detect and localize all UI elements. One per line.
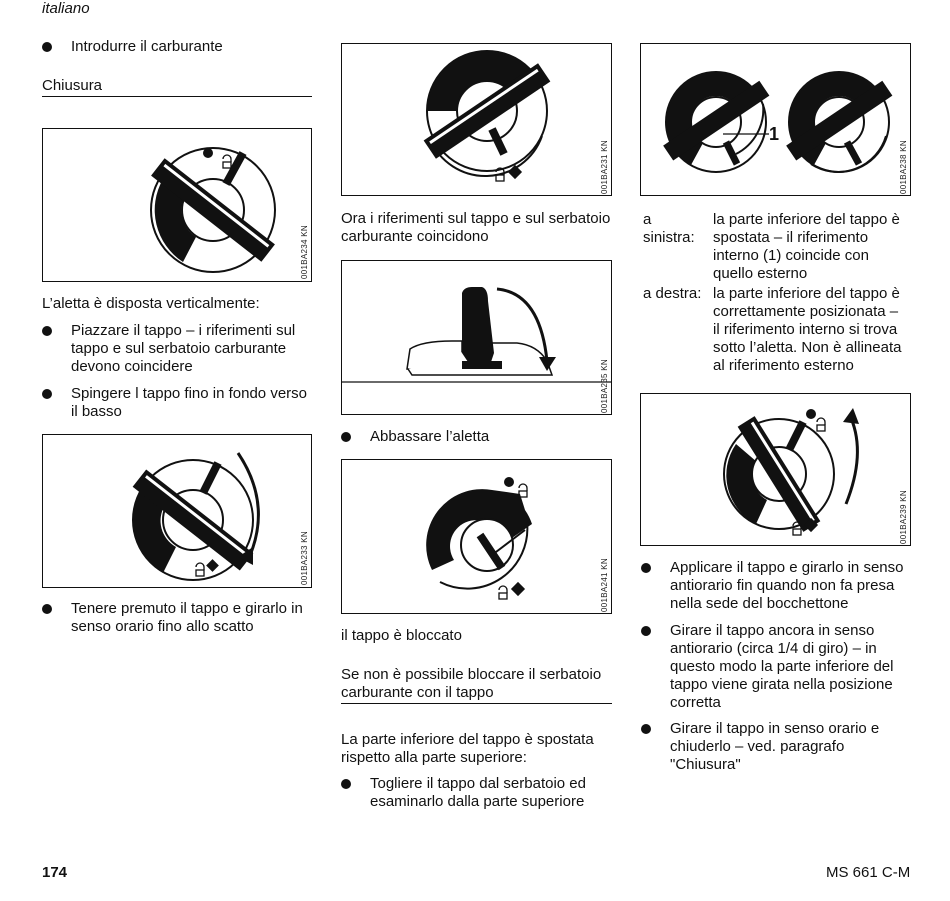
def-desc — [713, 285, 913, 375]
bullet-line: il basso — [71, 403, 122, 420]
text-line: Ora i riferimenti sul tappo e sul serbatoio — [341, 210, 611, 227]
heading-se-non-possibile — [341, 666, 612, 704]
bullet-line: Spingere l tappo fino in fondo verso — [71, 385, 307, 402]
bullet-line: questo modo la parte inferiore del — [670, 658, 894, 675]
bullet-line: Girare il tappo ancora in senso — [670, 622, 875, 639]
figure-code: 001BA234 KN — [300, 224, 309, 279]
figure-code: 001BA241 KN — [600, 557, 609, 612]
bullet-line: Piazzare il tappo – i riferimenti sul — [71, 322, 296, 339]
figure-cap-counterclockwise — [640, 393, 911, 546]
bullet-togliere — [341, 775, 616, 811]
bullet-piazzare — [42, 322, 312, 376]
model-name: MS 661 C-M — [826, 864, 911, 881]
def-a-destra — [643, 285, 915, 377]
bullet-line: nella sede del bocchettone — [670, 595, 849, 612]
figure-code: 001BA233 KN — [300, 530, 309, 585]
bullet-dot — [641, 724, 651, 734]
bullet-line: Togliere il tappo dal serbatoio ed — [370, 775, 586, 792]
text-line: La parte inferiore del tappo è spostata — [341, 731, 594, 748]
bullet-dot — [641, 626, 651, 636]
text-aletta: L’aletta è disposta verticalmente: — [42, 295, 260, 312]
figure-cap-turn-clockwise — [42, 434, 312, 588]
figure-tab-lowering — [341, 260, 612, 415]
cap-illustration — [641, 394, 910, 545]
bullet-line: antiorario (circa 1/4 di giro) – in — [670, 640, 877, 657]
def-term: a destra: — [643, 285, 702, 302]
def-a-sinistra — [643, 211, 915, 285]
figure-code: 001BA239 KN — [899, 489, 908, 544]
def-desc-line: quello esterno — [713, 265, 808, 282]
bullet-line: devono coincidere — [71, 358, 193, 375]
def-desc-line: la parte inferiore del tappo è — [713, 285, 900, 302]
tank-illustration — [342, 261, 611, 414]
figure-code: 001BA238 KN — [899, 139, 908, 194]
bullet-line: corretta — [670, 694, 721, 711]
bullet-dot — [42, 389, 52, 399]
heading-line: carburante con il tappo — [341, 684, 494, 701]
bullet-text: Abbassare l’aletta — [370, 428, 490, 445]
caps-illustration — [641, 44, 910, 195]
page-number: 174 — [42, 864, 68, 881]
def-term-line: sinistra: — [643, 229, 695, 246]
header-language: italiano — [42, 0, 90, 17]
text-parte-inferiore — [341, 731, 616, 767]
text-line: carburante coincidono — [341, 228, 489, 245]
bullet-line: Girare il tappo in senso orario e — [670, 720, 880, 737]
bullet-line: senso orario fino allo scatto — [71, 618, 254, 635]
bullet-dot — [341, 432, 351, 442]
figure-caps-left-right — [640, 43, 911, 196]
def-desc-line: il riferimento interno si trova — [713, 321, 898, 338]
bullet-text: Introdurre il carburante — [71, 38, 223, 55]
bullet-dot — [641, 563, 651, 573]
cap-illustration — [342, 44, 611, 195]
bullet-applicare — [641, 559, 916, 613]
cap-illustration — [43, 435, 311, 587]
figure-cap-vertical-tab — [42, 128, 312, 282]
bullet-line: tappo e sul serbatoio carburante — [71, 340, 287, 357]
def-desc-line: la parte inferiore del tappo è — [713, 211, 900, 228]
bullet-tenere — [42, 600, 312, 636]
text-bloccato: il tappo è bloccato — [341, 627, 462, 644]
bullet-line: chiuderlo – ved. paragrafo — [670, 738, 845, 755]
heading-chiusura: Chiusura — [42, 77, 312, 97]
bullet-line: Tenere premuto il tappo e girarlo in — [71, 600, 303, 617]
bullet-line: "Chiusura" — [670, 756, 741, 773]
bullet-line: antiorario fin quando non fa presa — [670, 577, 895, 594]
bullet-line: Applicare il tappo e girarlo in senso — [670, 559, 904, 576]
cap-illustration — [43, 129, 311, 281]
def-term — [643, 211, 711, 247]
heading-line: Se non è possibile bloccare il serbatoio — [341, 666, 602, 683]
callout-label: 1 — [769, 124, 780, 144]
bullet-spingere — [42, 385, 312, 421]
def-desc-line: spostata – il riferimento — [713, 229, 869, 246]
def-term-line: a — [643, 211, 652, 228]
figure-cap-locked — [341, 459, 612, 614]
definition-list — [643, 211, 915, 377]
text-line: rispetto alla parte superiore: — [341, 749, 527, 766]
bullet-dot — [341, 779, 351, 789]
bullet-girare-orario — [641, 720, 916, 774]
def-desc-line: interno (1) coincide con — [713, 247, 869, 264]
bullet-line: esaminarlo dalla parte superiore — [370, 793, 585, 810]
text-ora-riferimenti — [341, 210, 616, 246]
def-desc-line: sotto l’aletta. Non è allineata — [713, 339, 902, 356]
figure-code: 001BA235 KN — [600, 358, 609, 413]
cap-illustration — [342, 460, 611, 613]
figure-cap-references-aligned — [341, 43, 612, 196]
bullet-dot — [42, 604, 52, 614]
bullet-dot — [42, 42, 52, 52]
def-desc-line: al riferimento esterno — [713, 357, 854, 374]
bullet-dot — [42, 326, 52, 336]
figure-code: 001BA231 KN — [600, 139, 609, 194]
bullet-girare-antiorario — [641, 622, 916, 712]
def-desc-line: correttamente posizionata – — [713, 303, 899, 320]
def-desc — [713, 211, 913, 283]
bullet-line: tappo viene girata nella posizione — [670, 676, 893, 693]
